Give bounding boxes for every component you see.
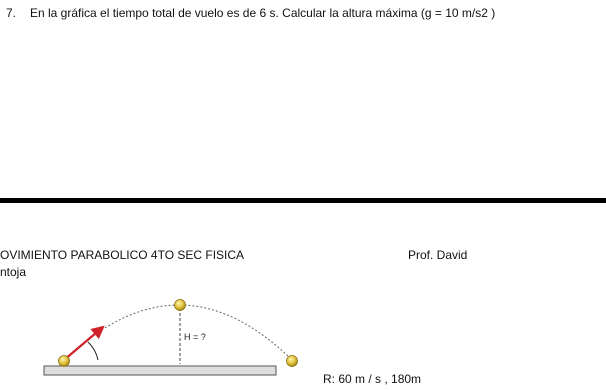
teacher-name: Prof. David xyxy=(408,248,468,262)
question-text: En la gráfica el tiempo total de vuelo es de 6 s. Calcular la altura máxima (g = 10 m/s2 ) xyxy=(30,6,496,20)
landing-ball xyxy=(287,356,298,367)
section-divider xyxy=(0,198,606,203)
launch-angle-arc xyxy=(88,342,98,360)
ground-platform xyxy=(44,366,276,375)
answer-text: R: 60 m / s , 180m xyxy=(323,372,422,386)
launch-ball xyxy=(59,356,70,367)
course-title-continuation: ntoja xyxy=(0,265,27,279)
height-label: H = ? xyxy=(184,332,206,342)
projectile-figure xyxy=(0,286,320,390)
question-number: 7. xyxy=(6,6,17,20)
apex-ball xyxy=(175,300,186,311)
course-title: OVIMIENTO PARABOLICO 4TO SEC FISICA xyxy=(0,248,245,262)
